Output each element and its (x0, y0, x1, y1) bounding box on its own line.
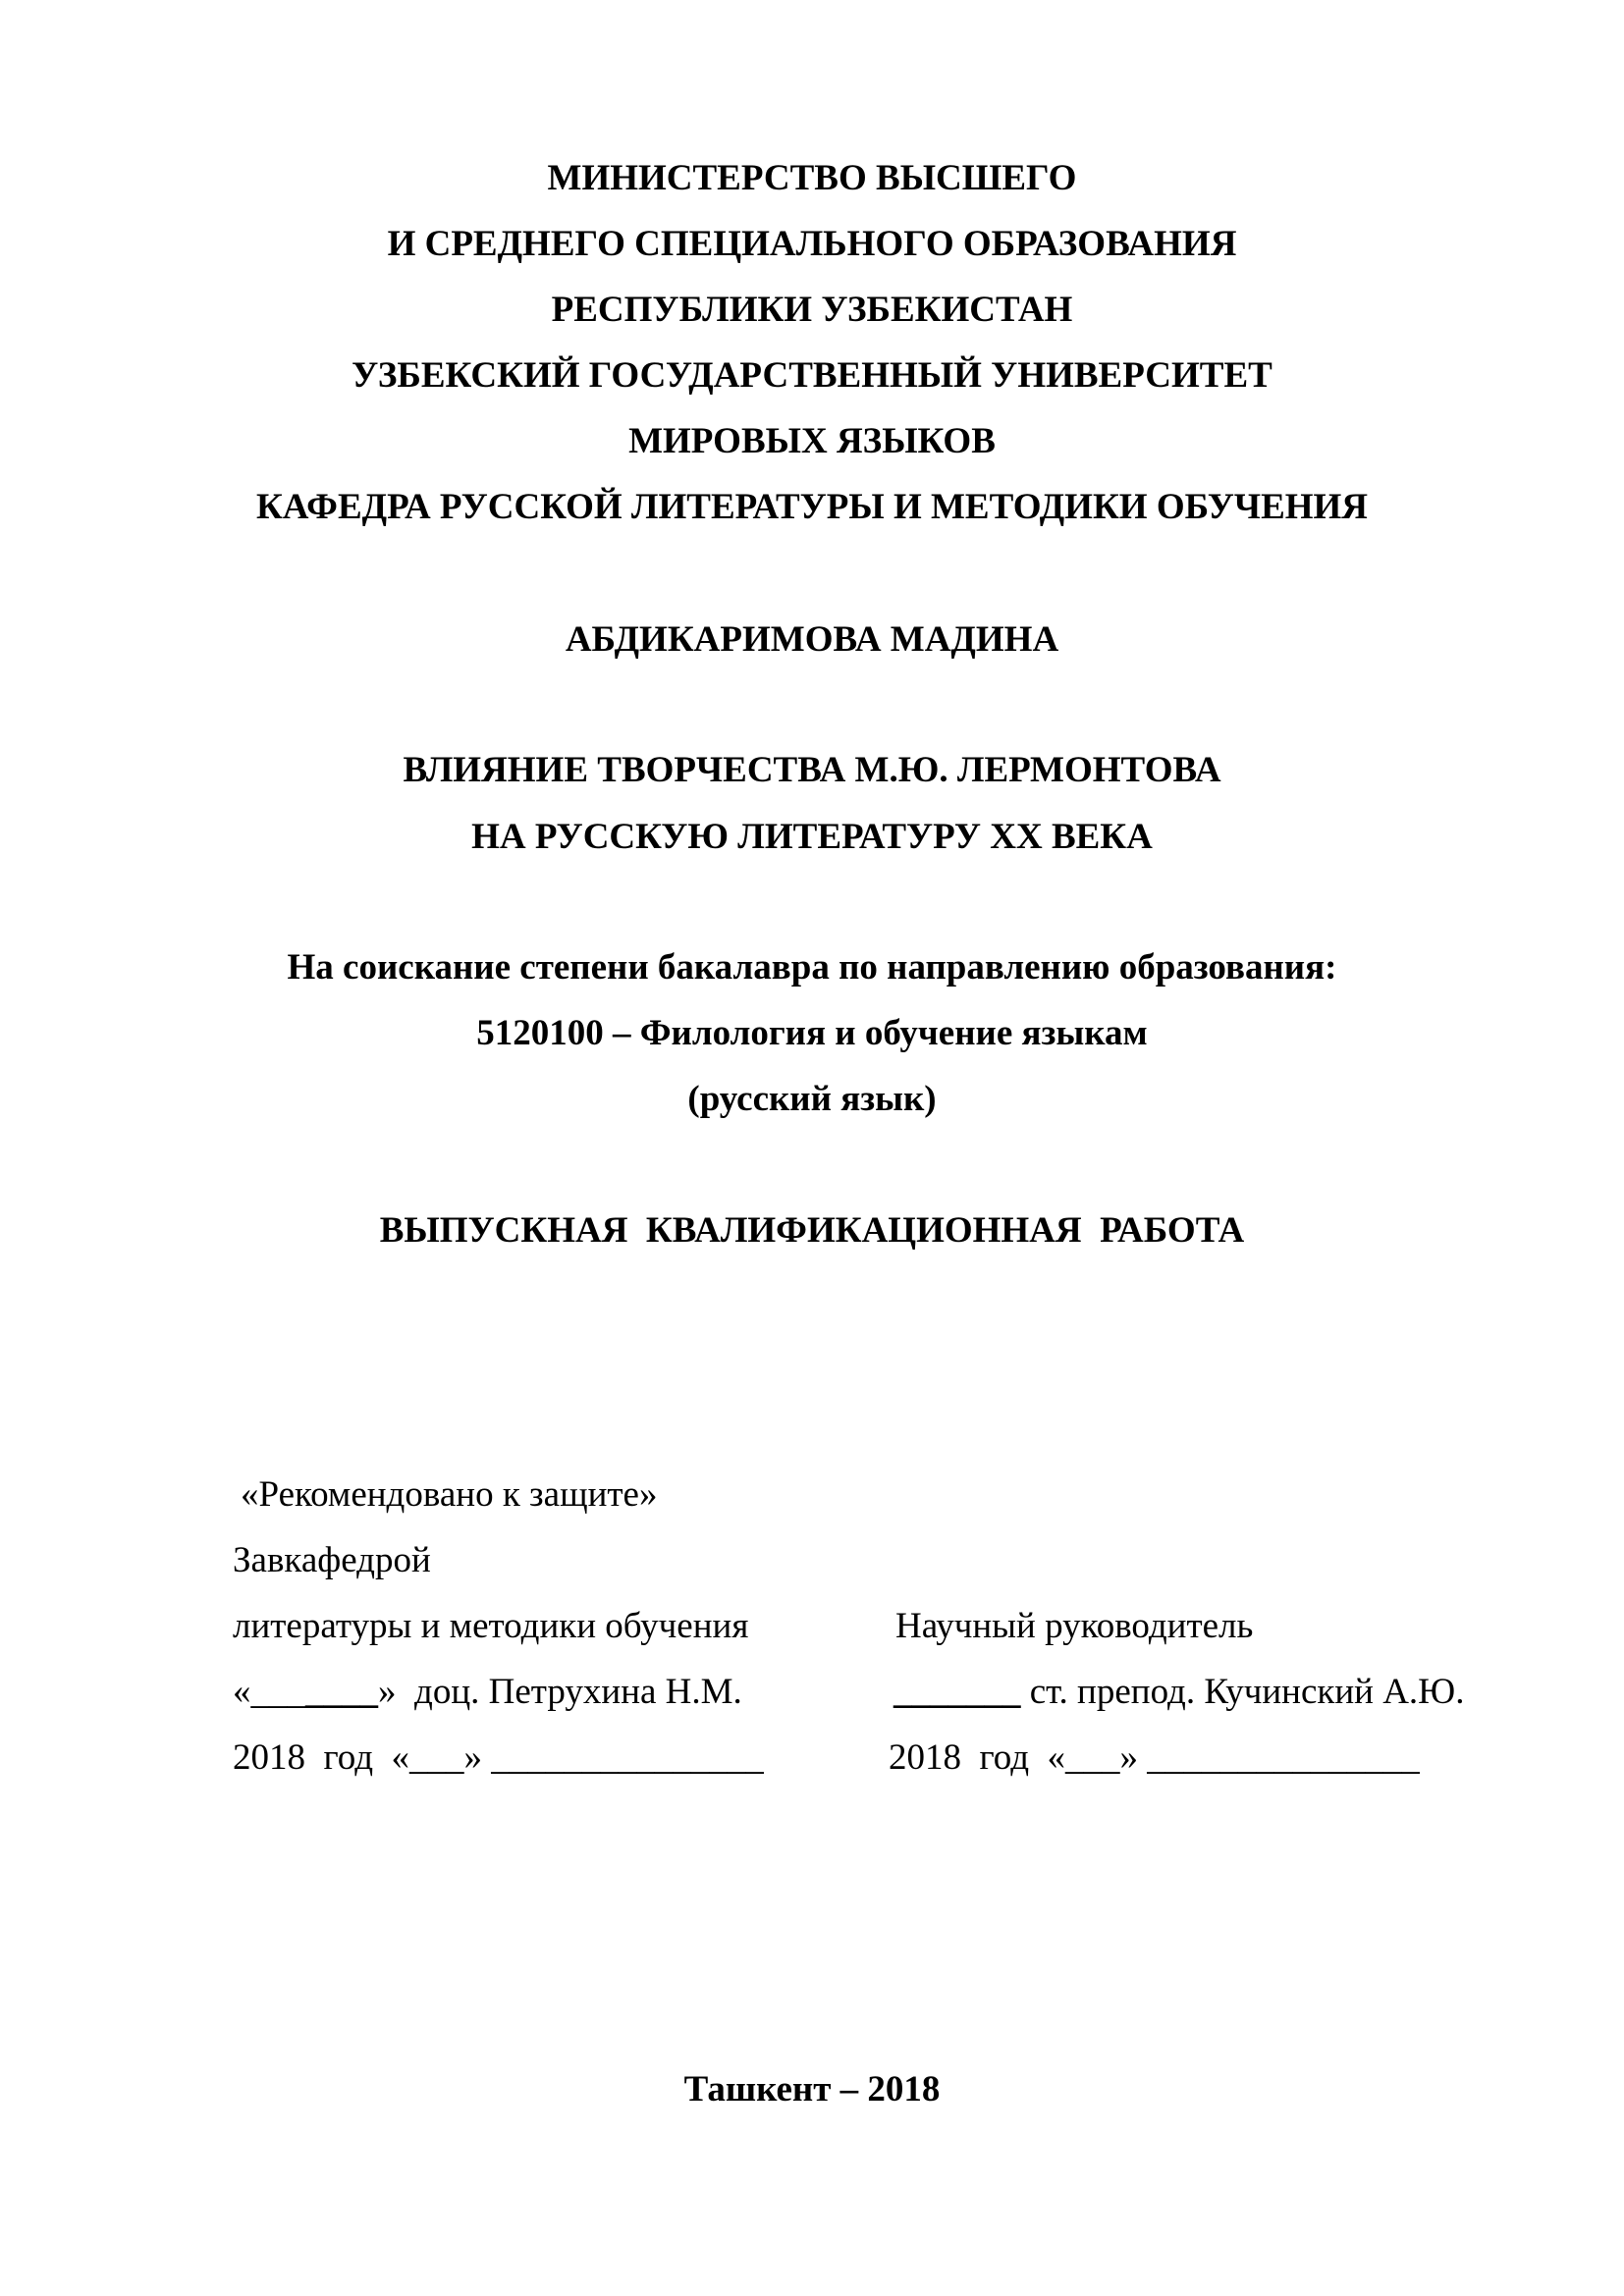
degree-line-3: (русский язык) (687, 1079, 937, 1119)
thesis-title-line-2: НА РУССКУЮ ЛИТЕРАТУРУ XX ВЕКА (471, 817, 1153, 857)
thesis-title-line-1: ВЛИЯНИЕ ТВОРЧЕСТВА М.Ю. ЛЕРМОНТОВА (403, 750, 1221, 790)
supervisor-signature-blank: _______ (893, 1672, 1021, 1712)
head-signature-date: 2018 год «___» _______________ (233, 1737, 764, 1778)
city-year: Ташкент – 2018 (683, 2069, 941, 2109)
head-signature-line (233, 1674, 742, 1710)
republic-line: РЕСПУБЛИКИ УЗБЕКИСТАН (551, 290, 1073, 330)
head-signature-name: » доц. Петрухина Н.М. (378, 1672, 742, 1712)
work-type: ВЫПУСКНАЯ КВАЛИФИКАЦИОННАЯ РАБОТА (379, 1210, 1245, 1251)
ministry-line-2: И СРЕДНЕГО СПЕЦИАЛЬНОГО ОБРАЗОВАНИЯ (387, 224, 1237, 264)
supervisor-signature-line (893, 1674, 1464, 1710)
degree-line-1: На соискание степени бакалавра по направлению образования: (287, 947, 1337, 988)
university-line-1: УЗБЕКСКИЙ ГОСУДАРСТВЕННЫЙ УНИВЕРСИТЕТ (352, 355, 1272, 396)
department-line: КАФЕДРА РУССКОЙ ЛИТЕРАТУРЫ И МЕТОДИКИ ОБУЧЕНИЯ (255, 487, 1369, 527)
supervisor-label: Научный руководитель (895, 1606, 1254, 1646)
department-name-label: литературы и методики обучения (233, 1606, 749, 1646)
supervisor-name: ст. препод. Кучинский А.Ю. (1020, 1672, 1465, 1712)
ministry-line-1: МИНИСТЕРСТВО ВЫСШЕГО (547, 158, 1077, 198)
head-signature-open: «___ (233, 1672, 305, 1712)
head-of-department-label: Завкафедрой (233, 1540, 431, 1580)
head-signature-blank: ____ (305, 1672, 378, 1712)
university-line-2: МИРОВЫХ ЯЗЫКОВ (628, 421, 996, 461)
author-name: АБДИКАРИМОВА МАДИНА (565, 619, 1059, 660)
recommended-label: «Рекомендовано к защите» (241, 1474, 658, 1515)
degree-line-2: 5120100 – Филология и обучение языкам (476, 1013, 1148, 1053)
supervisor-signature-date: 2018 год «___» _______________ (889, 1737, 1420, 1778)
